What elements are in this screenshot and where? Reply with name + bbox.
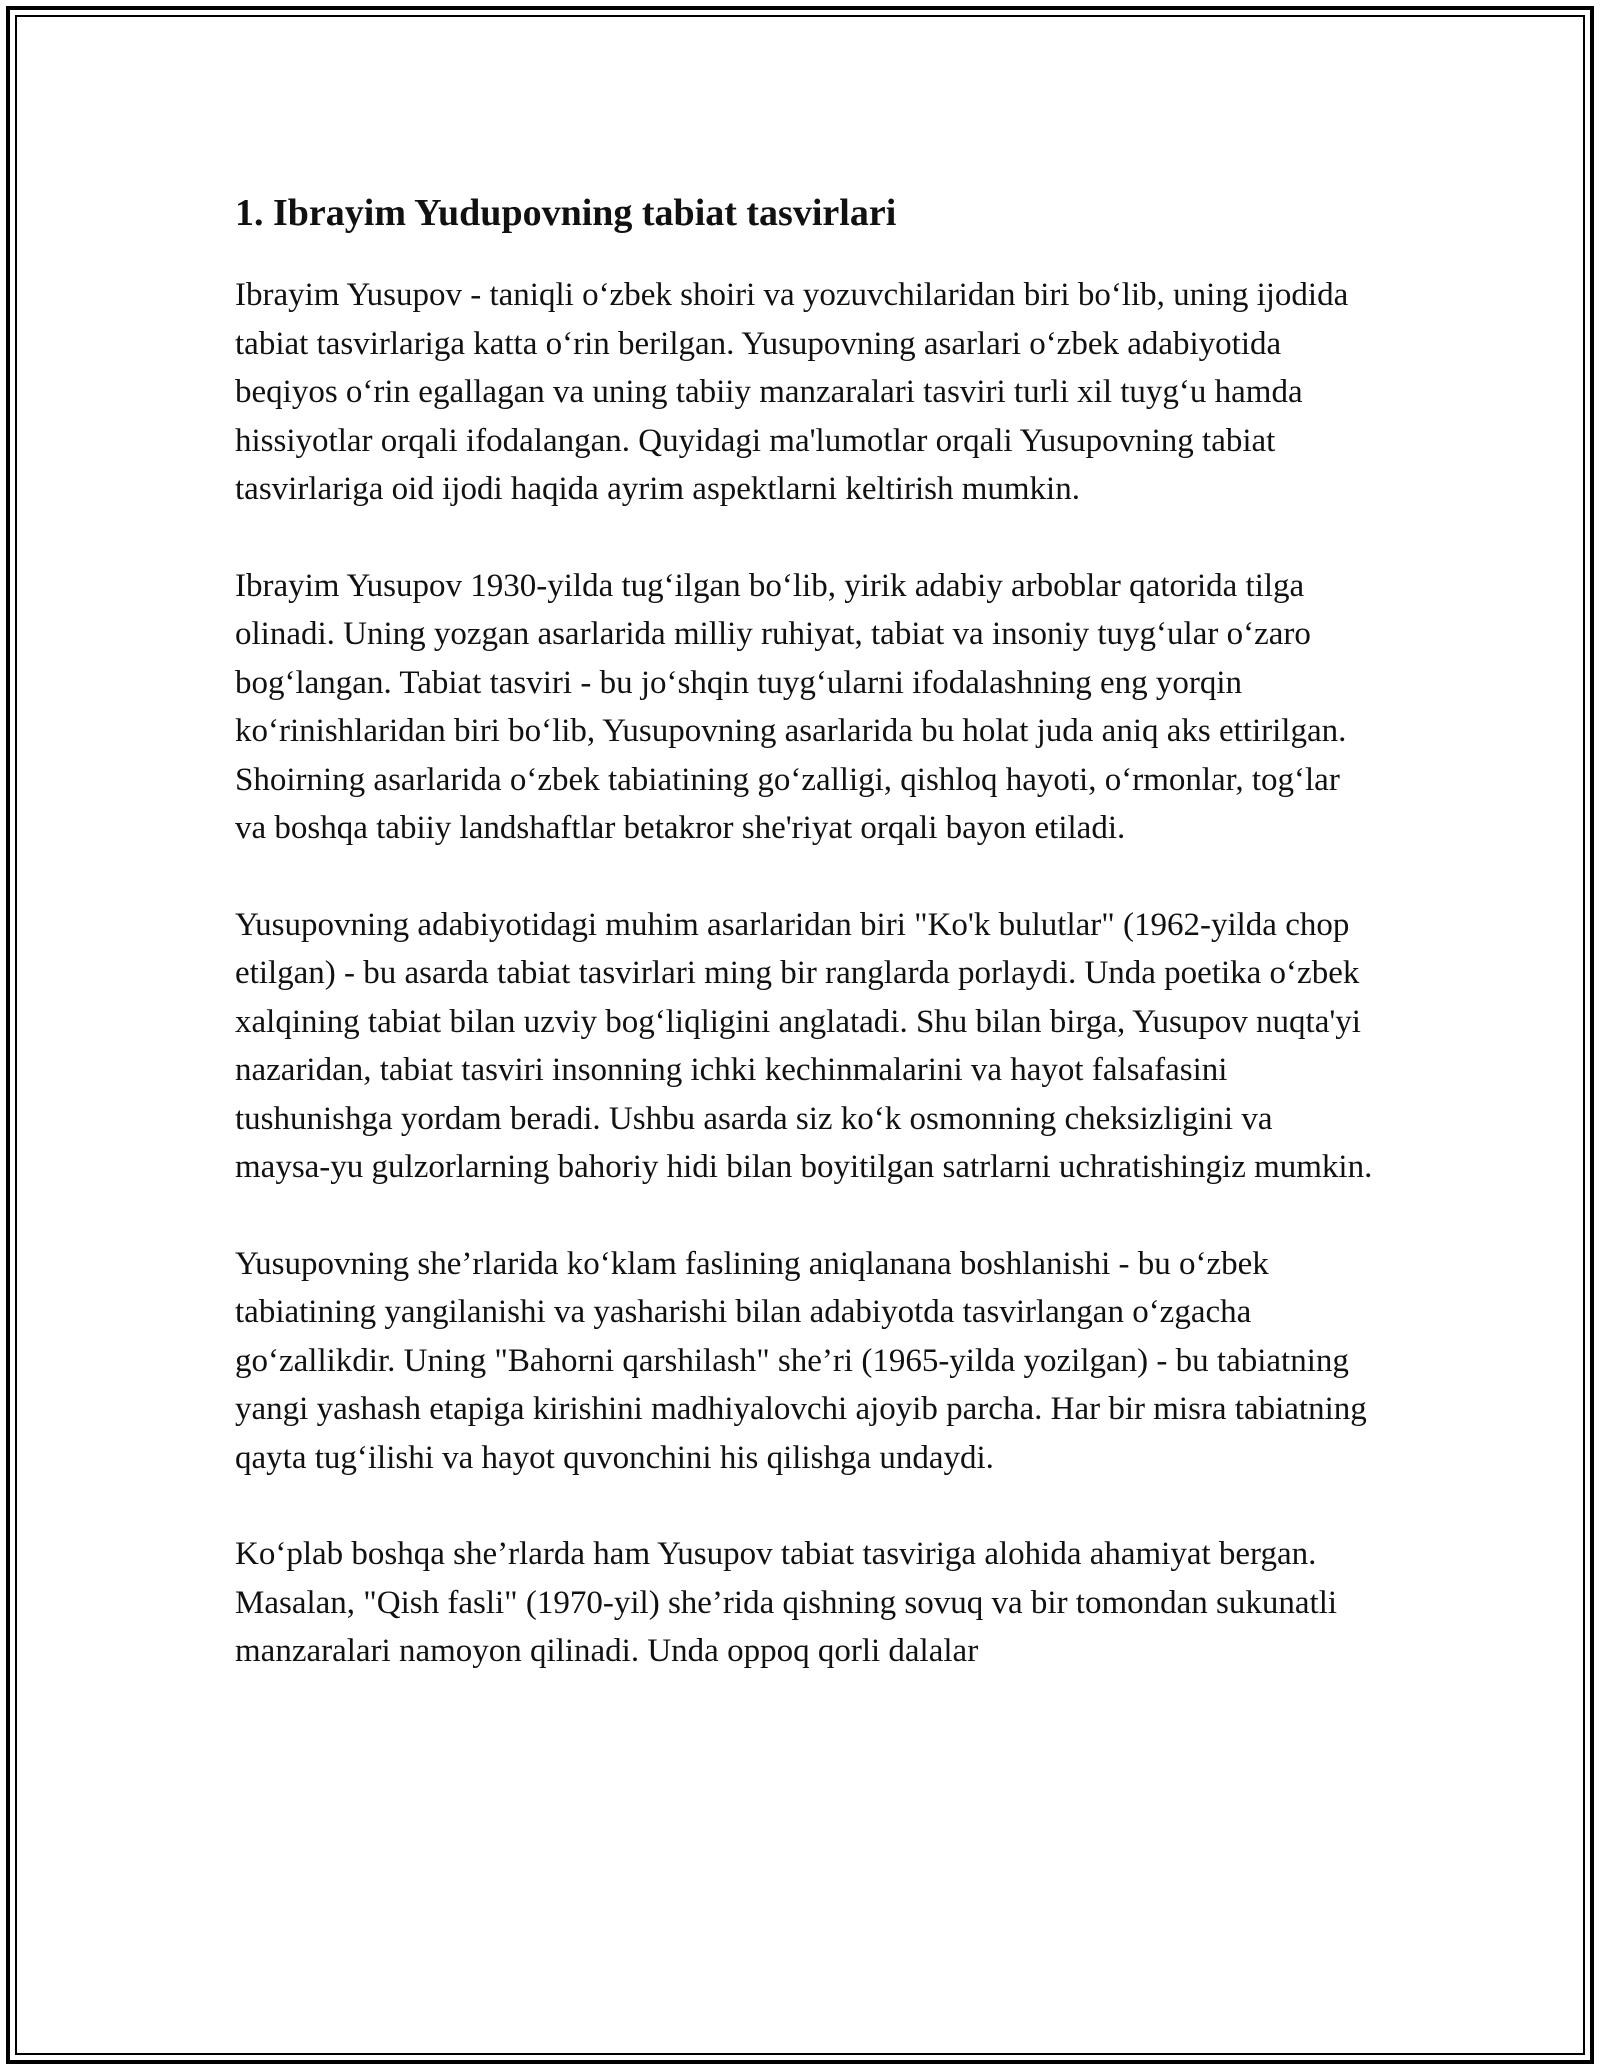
document-title: 1. Ibrayim Yudupovning tabiat tasvirlari bbox=[235, 192, 897, 234]
paragraph-bahorni-qarshilash: Yusupovning she’rlarida ko‘klam faslining aniqlanana boshlanishi - bu o‘zbek tabiatining yangilanishi va yasharishi bilan adabiyotda tasvirlangan o‘zgacha go‘zallikdir. Uning "Bahorni qarshilash" she’ri (1965-yilda yozilgan) - bu tabiatning yangi yashash etapiga kirishini madhiyalovchi ajoyib parcha. Har bir misra tabiatning qayta tug‘ilishi va hayot quvonchini his qilishga undaydi. bbox=[235, 1245, 1367, 1476]
paragraph-qish-fasli: Ko‘plab boshqa she’rlarda ham Yusupov tabiat tasviriga alohida ahamiyat bergan. Masalan, "Qish fasli" (1970-yil) she’rida qishning sovuq va bir tomondan sukunatli manzaralari namoyon qilinadi. Unda oppoq qorli dalalar bbox=[235, 1536, 1338, 1669]
document-page bbox=[235, 185, 1375, 1724]
paragraph-biography: Ibrayim Yusupov 1930-yilda tug‘ilgan bo‘lib, yirik adabiy arboblar qatorida tilga olinadi. Uning yozgan asarlarida milliy ruhiyat, tabiat va insoniy tuyg‘ular o‘zaro bog‘langan. Tabiat tasviri - bu jo‘shqin tuyg‘ularni ifodalashning eng yorqin ko‘rinishlaridan biri bo‘lib, Yusupovning asarlarida bu holat juda aniq aks ettirilgan. Shoirning asarlarida o‘zbek tabiatining go‘zalligi, qishloq hayoti, o‘rmonlar, tog‘lar va boshqa tabiiy landshaftlar betakror she'riyat orqali bayon etiladi. bbox=[235, 567, 1347, 846]
paragraph-intro: Ibrayim Yusupov - taniqli o‘zbek shoiri va yozuvchilaridan biri bo‘lib, uning ijodida tabiat tasvirlariga katta o‘rin berilgan. Yusupovning asarlari o‘zbek adabiyotida beqiyos o‘rin egallagan va uning tabiiy manzaralari tasviri turli xil tuyg‘u hamda hissiyotlar orqali ifodalangan. Quyidagi ma'lumotlar orqali Yusupovning tabiat tasvirlariga oid ijodi haqida ayrim aspektlarni keltirish mumkin. bbox=[235, 277, 1349, 507]
paragraph-kok-bulutlar: Yusupovning adabiyotidagi muhim asarlaridan biri "Ko'k bulutlar" (1962-yilda chop etilgan) - bu asarda tabiat tasvirlari ming bir ranglarda porlaydi. Unda poetika o‘zbek xalqining tabiat bilan uzviy bog‘liqligini anglatadi. Shu bilan birga, Yusupov nuqta'yi nazaridan, tabiat tasviri insonning ichki kechinmalarini va hayot falsafasini tushunishga yordam beradi. Ushbu asarda siz ko‘k osmonning cheksizligini va maysa-yu gulzorlarning bahoriy hidi bilan boyitilgan satrlarni uchratishingiz mumkin. bbox=[235, 906, 1373, 1185]
